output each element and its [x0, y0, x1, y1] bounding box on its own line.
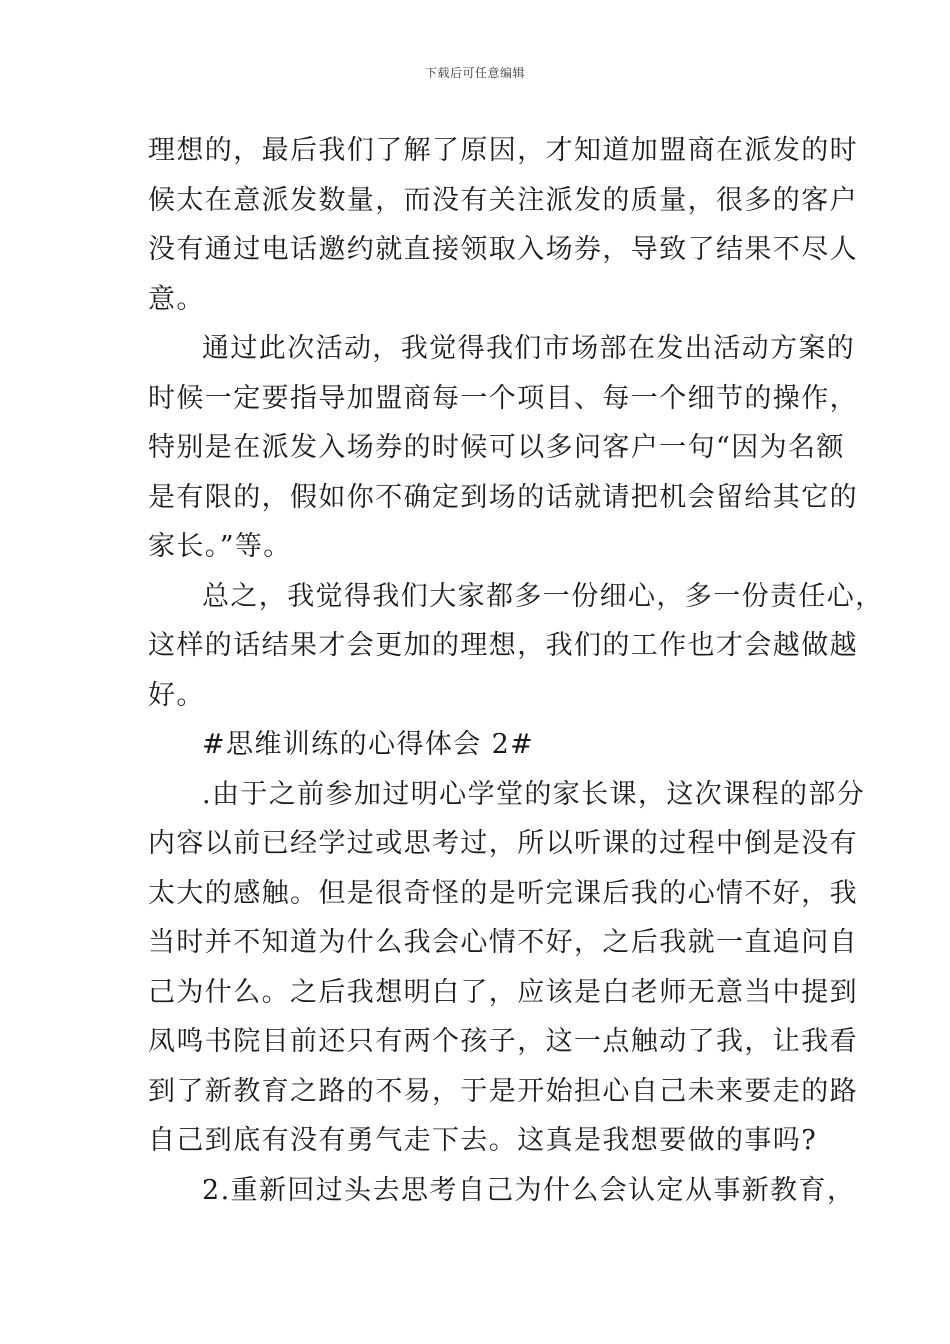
text-line: 是有限的，假如你不确定到场的话就请把机会留给其它的 — [148, 481, 858, 513]
text-line: 自己到底有没有勇气走下去。这真是我想要做的事吗? — [148, 1125, 818, 1156]
text-line: 通过此次活动，我觉得我们市场部在发出活动方案的 — [202, 333, 856, 364]
page-header: 下载后可任意编辑 — [424, 66, 525, 80]
text-line: 这样的话结果才会更加的理想，我们的工作也才会越做越 — [148, 630, 858, 661]
text-line: 总之，我觉得我们大家都多一份细心，多一份责任心， — [202, 580, 884, 612]
text-line: #思维训练的心得体会 2# — [202, 729, 535, 760]
text-line: 到了新教育之路的不易，于是开始担心自己未来要走的路 — [148, 1075, 858, 1107]
paragraph — [148, 572, 884, 721]
text-line: 家长。”等。 — [148, 531, 292, 562]
text-line: 意。 — [148, 283, 205, 315]
text-line: 己为什么。之后我想明白了，应该是白老师无意当中提到 — [148, 976, 858, 1008]
text-line: 候太在意派发数量，而没有关注派发的质量，很多的客户 — [148, 184, 858, 216]
text-line: 特别是在派发入场券的时候可以多问客户一句“因为名额 — [148, 432, 845, 463]
text-line: 太大的感触。但是很奇怪的是听完课后我的心情不好，我 — [148, 877, 858, 909]
section-heading — [148, 720, 808, 770]
paragraph — [148, 324, 858, 572]
text-line: 好。 — [148, 679, 205, 711]
text-line: 凤鸣书院目前还只有两个孩子，这一点触动了我，让我看 — [148, 1026, 858, 1057]
paragraph — [148, 126, 858, 324]
text-line: 理想的，最后我们了解了原因，才知道加盟商在派发的时 — [148, 135, 858, 166]
document-body — [148, 126, 884, 1215]
text-line: 2.重新回过头去思考自己为什么会认定从事新教育， — [202, 1174, 856, 1206]
text-line: 当时并不知道为什么我会心情不好，之后我就一直追问自 — [148, 927, 858, 958]
text-line: 内容以前已经学过或思考过，所以听课的过程中倒是没有 — [148, 828, 858, 859]
paragraph — [148, 770, 866, 1166]
text-line: .由于之前参加过明心学堂的家长课，这次课程的部分 — [202, 778, 866, 810]
text-line: 没有通过电话邀约就直接领取入场券，导致了结果不尽人 — [148, 234, 858, 265]
paragraph — [148, 1166, 856, 1216]
text-line: 时候一定要指导加盟商每一个项目、每一个细节的操作， — [148, 382, 858, 414]
